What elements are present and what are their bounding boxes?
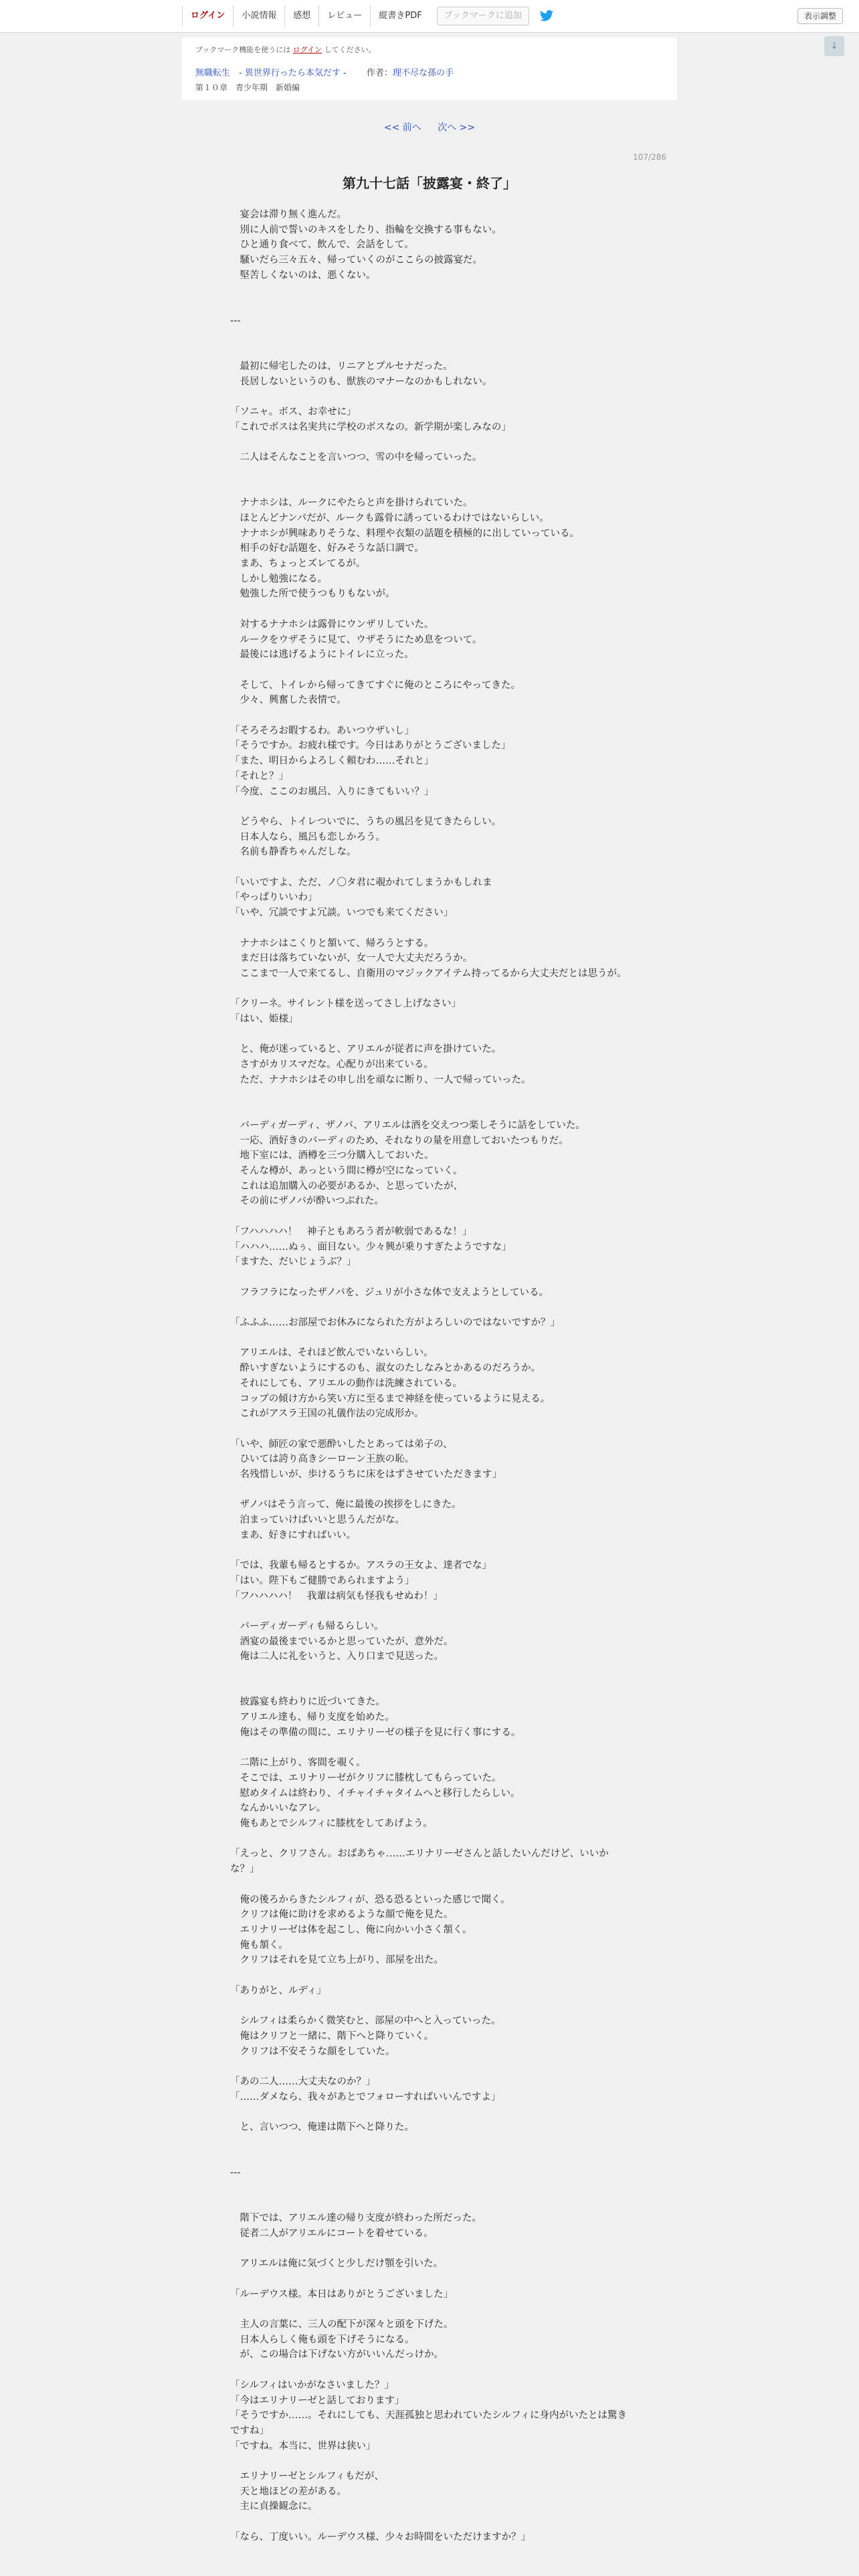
body-line: 酒宴の最後までいるかと思っていたが、意外だ。 — [230, 1636, 454, 1647]
body-line — [230, 2059, 629, 2074]
body-line — [230, 1680, 629, 1695]
body-line: アリエルは俺に気づくと少しだけ顎を引いた。 — [230, 2258, 444, 2270]
body-line: 名前も静香ちゃんだしな。 — [230, 847, 357, 858]
body-line — [230, 2272, 629, 2287]
body-line: シルフィは柔らかく微笑むと、部屋の中へと入っていった。 — [230, 2016, 501, 2027]
novel-body-text — [230, 207, 629, 2545]
body-line: 地下室には、酒樽を三つ分購入しておいた。 — [230, 1150, 434, 1162]
prev-page-link[interactable]: << 前へ — [383, 122, 421, 133]
body-line: コップの傾け方から笑い方に至るまで神経を使っているように見える。 — [230, 1393, 551, 1404]
body-line: フラフラになったザノバを、ジュリが小さな体で支えようとしている。 — [230, 1287, 549, 1298]
display-settings-button[interactable]: 表示調整 — [797, 8, 843, 24]
header-nav — [182, 5, 555, 27]
body-line: まあ、好きにすればいい。 — [230, 1529, 356, 1541]
body-line: 従者二人がアリエルにコートを着せている。 — [230, 2228, 434, 2239]
body-line: 「今はエリナリーゼと話しております」 — [230, 2395, 405, 2406]
body-line — [230, 1088, 629, 1103]
body-line: さすがカリスマだな。心配りが出来ている。 — [230, 1059, 434, 1071]
login-link[interactable]: ログイン — [182, 5, 233, 27]
body-line: 「やっぱりいいわ」 — [230, 892, 318, 903]
body-line: 一応、酒好きのバーディのため、それなりの量を用意しておいたつもりだ。 — [230, 1135, 569, 1146]
body-line: バーディガーディも帰るらしい。 — [230, 1620, 384, 1632]
body-line — [230, 2514, 629, 2530]
body-line: エリナリーゼは体を起こし、俺に向かい小さく頷く。 — [230, 1924, 472, 1935]
body-line — [230, 2150, 629, 2165]
body-line: と、言いつつ、俺達は階下へと降りた。 — [230, 2122, 414, 2133]
body-line — [230, 860, 629, 875]
body-line: クリフは俺に助けを求めるような顔で俺を見た。 — [230, 1909, 454, 1921]
body-line: ここまで一人で来てるし、自衛用のマジックアイテム持ってるから大丈夫だとは思うが。 — [230, 968, 627, 979]
body-line — [230, 389, 629, 405]
body-line: ほとんどナンパだが、ルークも露骨に誘っているわけではないらしい。 — [230, 512, 549, 524]
body-line: 勉強した所で使うつもりもないが。 — [230, 588, 395, 600]
body-line — [230, 2454, 629, 2469]
body-line: バーディガーディ、ザノバ、アリエルは酒を交えつつ楽しそうに話をしていた。 — [230, 1119, 585, 1131]
novel-info-link[interactable]: 小説情報 — [233, 5, 284, 27]
body-line — [230, 1968, 629, 1983]
body-line: 「今度、ここのお風呂、入りにきてもいい？」 — [230, 786, 434, 797]
body-line: 「ふふふ……お部屋でお休みになられた方がよろしいのではないですか？」 — [230, 1317, 560, 1328]
chapter-title: 第１０章 青少年期 新婚編 — [195, 83, 300, 92]
author-label: 作者： — [366, 68, 393, 78]
body-line: 宴会は滞り無く進んだ。 — [230, 209, 347, 220]
body-line: 名残惜しいが、歩けるうちに床をはずさせていただきます」 — [230, 1469, 502, 1480]
twitter-bird-icon[interactable] — [539, 9, 555, 23]
body-line: 酔いすぎないようにするのも、淑女のたしなみとかあるのだろうか。 — [230, 1363, 541, 1374]
body-line: そして、トイレから帰ってきてすぐに俺のところにやってきた。 — [230, 679, 520, 691]
body-line: 俺もあとでシルフィに膝枕をしてあげよう。 — [230, 1818, 433, 1830]
body-line — [230, 1331, 629, 1346]
body-line — [230, 1300, 629, 1315]
body-line: それにしても、アリエルの動作は洗練されている。 — [230, 1378, 463, 1389]
body-line: アリエル達も、帰り支度を始めた。 — [230, 1712, 395, 1723]
body-line: 最後には逃げるようにトイレに立った。 — [230, 649, 414, 661]
body-line — [230, 481, 629, 496]
body-line: 日本人らしく俺も頭を下げそうになる。 — [230, 2334, 415, 2345]
body-line: ナナホシはこくりと頷いて、帰ろうとする。 — [230, 938, 434, 949]
body-line — [230, 2105, 629, 2120]
body-line: どうやら、トイレついでに、うちの風呂を見てきたらしい。 — [230, 816, 502, 827]
body-line: そこでは、エリナリーゼがクリフに膝枕してもらっていた。 — [230, 1772, 502, 1784]
body-line — [230, 2135, 629, 2151]
body-line: ルークをウザそうに見て、ウザそうにため息をついて。 — [230, 634, 482, 645]
body-line — [230, 1270, 629, 1285]
body-line: ひと通り食べて、飲んで、会話をして。 — [230, 239, 414, 251]
body-line: 最初に帰宅したのは、リニアとプルセナだった。 — [230, 360, 453, 372]
body-line — [230, 602, 629, 617]
body-line: 「では、我輩も帰るとするか。アスラの王女よ、達者でな」 — [230, 1560, 492, 1572]
body-line: 「ですね。本当に、世界は狭い」 — [230, 2440, 376, 2452]
body-line: 二階に上がり、客間を覗く。 — [230, 1757, 366, 1769]
novel-info-panel — [182, 37, 677, 100]
body-line: 「ますた、だいじょうぶ？」 — [230, 1257, 357, 1268]
body-line — [230, 1998, 629, 2014]
body-line: 「これでボスは名実共に学校のボスなの。新学期が楽しみなの」 — [230, 421, 511, 433]
body-line: 「あの二人……大丈夫なのか？」 — [230, 2076, 376, 2087]
body-line — [230, 344, 629, 359]
body-line: 慰めタイムは終わり、イチャイチャタイムへと移行したらしい。 — [230, 1788, 520, 1799]
novel-title-link[interactable]: 無職転生 - 異世界行ったら本気だす - — [195, 68, 347, 78]
body-line: まあ、ちょっとズレてるが。 — [230, 558, 366, 570]
body-line: これは追加購入の必要があるか、と思っていたが、 — [230, 1180, 463, 1192]
pager — [0, 120, 859, 134]
body-line: エリナリーゼとシルフィもだが、 — [230, 2471, 384, 2482]
body-line: 別に人前で誓いのキスをしたり、指輪を交換する事もない。 — [230, 224, 502, 235]
body-line — [230, 2363, 629, 2378]
body-line: 「えっと、クリフさん。おばあちゃ……エリナリーゼさんと話したいんだけど、いいかな？」 — [230, 1848, 609, 1875]
body-line: 俺の後ろからきたシルフィが、恐る恐るといった感じで聞く。 — [230, 1894, 510, 1905]
body-line: ナナホシは、ルークにやたらと声を掛けられていた。 — [230, 498, 473, 509]
body-line: 堅苦しくないのは、悪くない。 — [230, 270, 376, 281]
body-line — [230, 1483, 629, 1498]
body-line — [230, 799, 629, 815]
episode-title: 第九十七話「披露宴・終了」 — [343, 175, 516, 191]
body-line: 対するナナホシは露骨にウンザリしていた。 — [230, 619, 434, 630]
body-line — [230, 2242, 629, 2257]
body-line: 「そうですか。お疲れ様です。今日はありがとうございました」 — [230, 740, 511, 752]
body-line — [230, 1665, 629, 1680]
body-line: 「ハハハ……ぬぅ、面目ない。少々興が乗りすぎたようですな」 — [230, 1241, 512, 1253]
login-note-suffix: してください。 — [324, 45, 376, 54]
impressions-link[interactable]: 感想 — [284, 5, 318, 27]
body-line — [230, 298, 629, 314]
login-note — [195, 44, 376, 55]
body-line: 「シルフィはいかがなさいました？」 — [230, 2379, 394, 2391]
author-link[interactable]: 理不尽な孫の手 — [392, 68, 454, 78]
body-line — [230, 465, 629, 481]
body-line: 少々、興奮した表情で。 — [230, 695, 347, 706]
body-line: ひいては誇り高きシーローン王族の恥。 — [230, 1454, 415, 1465]
body-line: 「それと？」 — [230, 770, 288, 782]
body-line: その前にザノバが酔いつぶれた。 — [230, 1196, 384, 1207]
body-line: 天と地ほどの差がある。 — [230, 2486, 347, 2497]
body-line — [230, 1422, 629, 1437]
body-line: 相手の好む話題を、好みそうな話口調で。 — [230, 543, 424, 554]
body-line: 主人の言葉に、三人の配下が深々と頭を下げた。 — [230, 2319, 454, 2331]
body-line: ザノバはそう言って、俺に最後の挨拶をしにきた。 — [230, 1499, 462, 1511]
body-line: クリフはそれを見て立ち上がり、部屋を出た。 — [230, 1955, 444, 1966]
body-line: なんかいいなアレ。 — [230, 1803, 326, 1814]
body-line: 俺はその準備の間に、エリナリーゼの様子を見に行く事にする。 — [230, 1727, 521, 1738]
scroll-down-arrow-icon[interactable]: ↓ — [824, 36, 844, 56]
body-line: クリフは不安そうな顔をしていた。 — [230, 2046, 395, 2057]
body-line: 「フハハハハ！ 我輩は病気も怪我もせぬわ！」 — [230, 1590, 443, 1602]
body-line: 「ありがと、ルディ」 — [230, 1985, 326, 1996]
body-line: 「そろそろお暇するわ。あいつウザいし」 — [230, 725, 414, 736]
vertical-pdf-link[interactable]: 縦書きPDF — [370, 5, 430, 27]
body-line: 「はい、姫様」 — [230, 1014, 298, 1025]
login-note-text: ブックマーク機能を使うには — [195, 45, 291, 54]
body-line: 騒いだら三々五々、帰っていくのがここらの披露宴だ。 — [230, 255, 482, 266]
body-line: 披露宴も終わりに近づいてきた。 — [230, 1697, 385, 1708]
body-line — [230, 1832, 629, 1847]
body-line: しかし勉強になる。 — [230, 573, 327, 584]
body-line — [230, 2196, 629, 2212]
body-line — [230, 2302, 629, 2317]
add-bookmark-button[interactable]: ブックマークに追加 — [437, 7, 529, 25]
body-line — [230, 435, 629, 450]
body-line: 主に貞操観念に。 — [230, 2501, 318, 2512]
body-line — [230, 1209, 629, 1224]
body-line: 「いいですよ、ただ、ノ〇タ君に覗かれてしまうかもしれま — [230, 877, 492, 888]
body-line: --- — [230, 2167, 241, 2179]
body-line: 俺はクリフと一緒に、階下へと降りていく。 — [230, 2030, 434, 2042]
body-line: 「ソニャ。ボス、お幸せに」 — [230, 407, 357, 418]
body-line: 二人はそんなことを言いつつ、雪の中を帰っていった。 — [230, 452, 482, 463]
body-line: 階下では、アリエル達の帰り支度が終わった所だった。 — [230, 2213, 482, 2224]
body-line: 「なら、丁度いい。ルーデウス様、少々お時間をいただけますか？」 — [230, 2531, 531, 2543]
body-line — [230, 1027, 629, 1043]
body-line: 「はい。陛下もご健勝であられますよう」 — [230, 1575, 415, 1586]
body-line — [230, 1604, 629, 1619]
body-line: が、この場合は下げない方がいいんだっけか。 — [230, 2349, 444, 2361]
body-line: 長居しないというのも、獣族のマナーなのかもしれない。 — [230, 376, 492, 387]
body-line — [230, 284, 629, 299]
body-line: 泊まっていけばいいと思うんだがな。 — [230, 1515, 405, 1526]
body-line — [230, 1543, 629, 1559]
body-line: 「……ダメなら、我々があとでフォローすればいいんですよ」 — [230, 2091, 501, 2103]
body-line: 俺も頷く。 — [230, 1939, 288, 1951]
body-line — [230, 329, 629, 344]
body-line: そんな樽が、あっという間に樽が空になっていく。 — [230, 1166, 463, 1177]
body-line: まだ日は落ちていないが、女一人で大丈夫だろうか。 — [230, 953, 473, 964]
body-line: 日本人なら、風呂も恋しかろう。 — [230, 831, 385, 843]
body-line: ナナホシが興味ありそうな、料理や衣類の話題を積極的に出していっている。 — [230, 528, 579, 539]
body-line: 「いや、冗談ですよ冗談。いつでも来てください」 — [230, 907, 454, 919]
body-line: ただ、ナナホシはその申し出を頑なに断り、一人で帰っていった。 — [230, 1074, 531, 1085]
login-note-link[interactable]: ログイン — [292, 45, 322, 54]
body-line: 「また、明日からよろしく頼むわ……それと」 — [230, 756, 434, 767]
body-line: 「フハハハハ！ 神子ともあろう者が軟弱であるな！」 — [230, 1226, 472, 1237]
next-page-link[interactable]: 次へ >> — [438, 122, 476, 133]
body-line — [230, 921, 629, 936]
body-line: と、俺が迷っていると、アリエルが従者に声を掛けていた。 — [230, 1044, 502, 1055]
body-line: 「クリーネ。サイレント様を送ってさし上げなさい」 — [230, 998, 462, 1010]
body-line — [230, 982, 629, 997]
page-number: 107/286 — [633, 152, 666, 162]
body-line: 「そうですか……。それにしても、天涯孤独と思われていたシルフィに身内がいたとは驚きですね」 — [230, 2410, 627, 2436]
body-line: これがアスラ王国の礼儀作法の完成形か。 — [230, 1408, 424, 1420]
review-link[interactable]: レビュー — [318, 5, 370, 27]
body-line — [230, 1103, 629, 1118]
top-navigation-bar — [0, 0, 859, 33]
body-line — [230, 1741, 629, 1756]
body-line: 「いや、師匠の家で悪酔いしたとあっては弟子の、 — [230, 1438, 453, 1450]
body-line — [230, 2181, 629, 2196]
body-line — [230, 663, 629, 678]
novel-title-row — [195, 66, 454, 78]
body-line — [230, 1877, 629, 1893]
body-line: 「ルーデウス様。本日はありがとうございました」 — [230, 2288, 454, 2300]
body-line: アリエルは、それほど飲んでいないらしい。 — [230, 1348, 434, 1359]
body-line: --- — [230, 315, 241, 326]
body-line: 俺は二人に礼をいうと、入り口まで見送った。 — [230, 1651, 444, 1662]
body-line — [230, 708, 629, 724]
